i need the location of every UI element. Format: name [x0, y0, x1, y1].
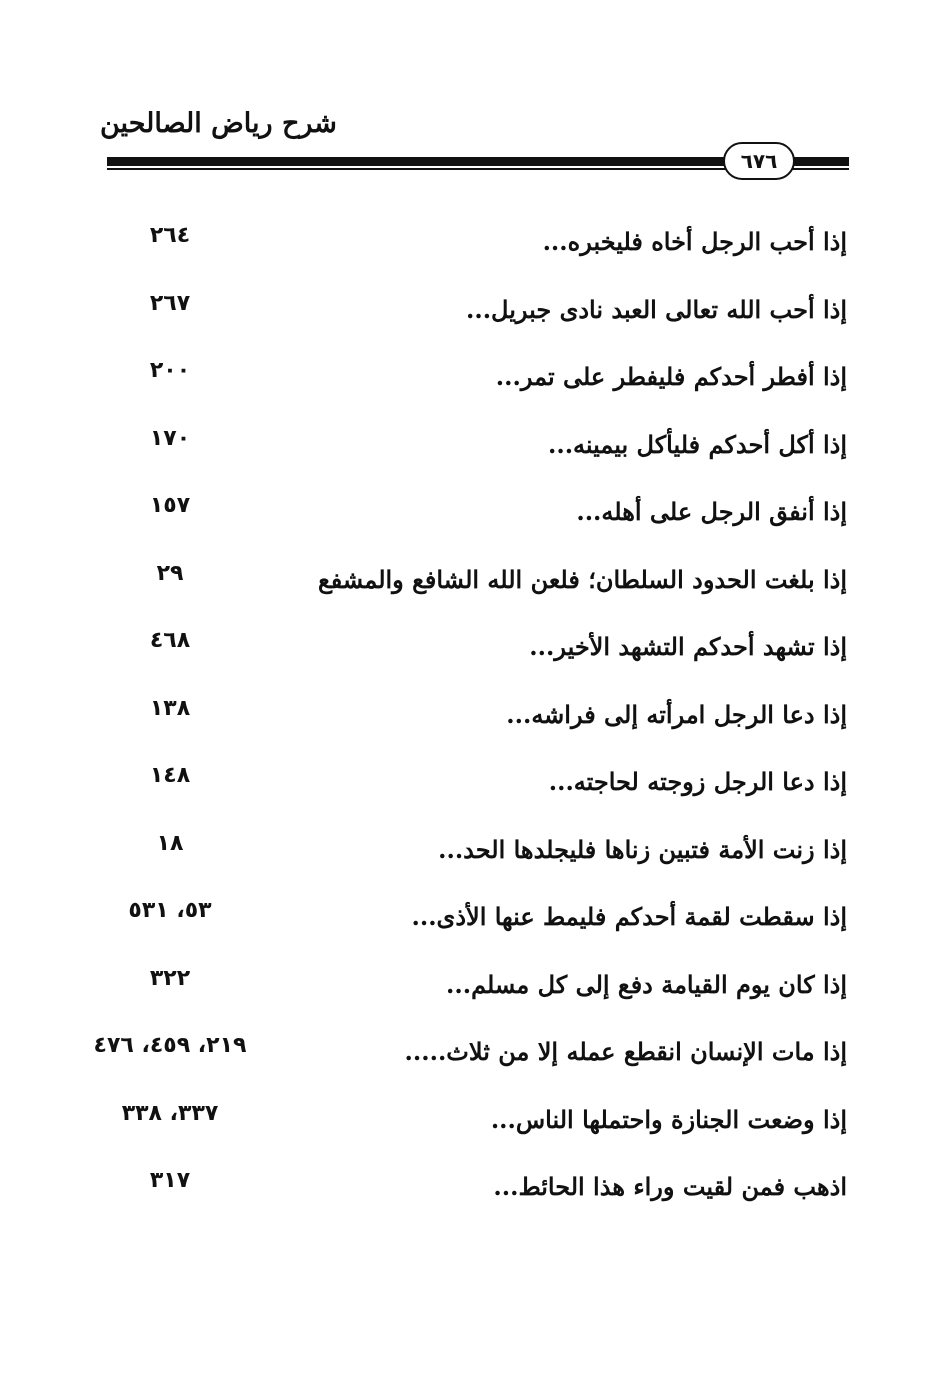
running-title: شرح رياض الصالحين — [100, 108, 337, 139]
header-rule — [107, 149, 849, 173]
index-entry — [0, 755, 951, 823]
index-list — [0, 215, 951, 1228]
index-entry — [0, 418, 951, 486]
index-entry — [0, 283, 951, 351]
entry-page-numbers: ٥٣، ٥٣١ — [128, 898, 212, 923]
index-entry — [0, 688, 951, 756]
entry-page-numbers: ٣١٧ — [149, 1168, 191, 1193]
index-entry — [0, 485, 951, 553]
entry-text: إذا دعا الرجل زوجته لحاجته... — [548, 767, 847, 796]
entry-text: إذا أحب الرجل أخاه فليخبره... — [542, 227, 847, 256]
entry-page-numbers: ١٥٧ — [149, 493, 191, 518]
index-entry — [0, 1160, 951, 1228]
entry-text: إذا أفطر أحدكم فليفطر على تمر... — [495, 362, 847, 391]
entry-page-numbers: ٢٠٠ — [149, 358, 191, 383]
entry-page-numbers: ١٣٨ — [149, 695, 191, 721]
entry-page-numbers: ٢٦٧ — [149, 290, 191, 316]
entry-page-numbers: ١٧٠ — [149, 425, 191, 451]
index-entry — [0, 958, 951, 1026]
entry-page-numbers: ٤٦٨ — [149, 628, 191, 653]
index-entry — [0, 553, 951, 621]
index-entry — [0, 350, 951, 418]
index-entry — [0, 1093, 951, 1161]
entry-page-numbers: ٣٢٢ — [149, 965, 191, 991]
index-entry — [0, 215, 951, 283]
entry-text: إذا دعا الرجل امرأته إلى فراشه... — [506, 699, 847, 729]
entry-page-numbers: ٢٩ — [156, 560, 184, 586]
entry-text: إذا كان يوم القيامة دفع إلى كل مسلم... — [446, 969, 847, 999]
index-entry — [0, 1025, 951, 1093]
entry-text: إذا زنت الأمة فتبين زناها فليجلدها الحد... — [438, 834, 847, 864]
entry-text: اذهب فمن لقيت وراء هذا الحائط... — [493, 1172, 847, 1201]
page-number: ٦٧٦ — [723, 142, 795, 180]
entry-text: إذا بلغت الحدود السلطان؛ فلعن الله الشافع والمشفع — [318, 564, 847, 594]
entry-page-numbers: ٢٦٤ — [149, 223, 191, 248]
entry-text: إذا سقطت لقمة أحدكم فليمط عنها الأذى... — [411, 902, 847, 931]
entry-page-numbers: ٣٣٧، ٣٣٨ — [121, 1100, 219, 1126]
entry-text: إذا أنفق الرجل على أهله... — [576, 497, 847, 526]
entry-text: إذا وضعت الجنازة واحتملها الناس... — [490, 1104, 847, 1134]
entry-page-numbers: ١٨ — [156, 830, 184, 856]
entry-text: إذا أحب الله تعالى العبد نادى جبريل... — [465, 294, 847, 324]
entry-page-numbers: ٢١٩، ٤٥٩، ٤٧٦ — [93, 1033, 247, 1058]
index-entry — [0, 620, 951, 688]
entry-text: إذا تشهد أحدكم التشهد الأخير... — [529, 632, 847, 661]
entry-text: إذا مات الإنسان انقطع عمله إلا من ثلاث..... — [404, 1037, 847, 1066]
entry-page-numbers: ١٤٨ — [149, 763, 191, 788]
entry-text: إذا أكل أحدكم فليأكل بيمينه... — [547, 429, 847, 459]
index-entry — [0, 823, 951, 891]
index-entry — [0, 890, 951, 958]
